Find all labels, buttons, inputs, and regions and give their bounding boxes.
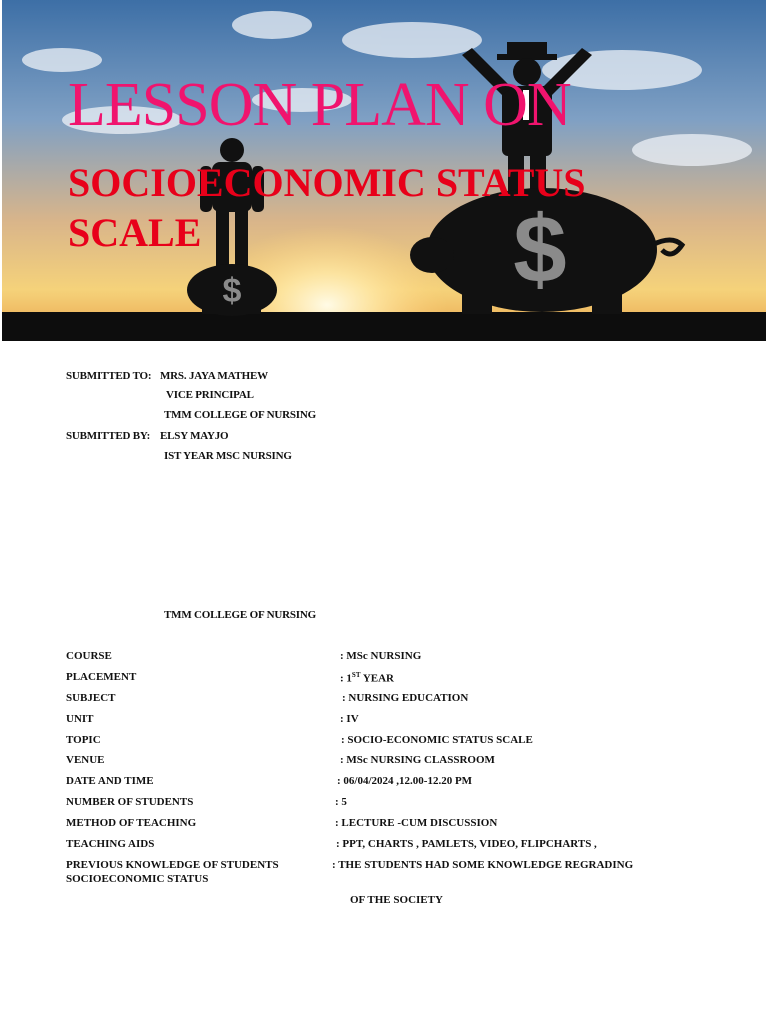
detail-value: : IV xyxy=(340,713,359,725)
title-line-2: SOCIOECONOMIC STATUS SCALE xyxy=(68,160,586,255)
detail-value: : THE STUDENTS HAD SOME KNOWLEDGE REGRADING xyxy=(332,859,634,871)
detail-label: PREVIOUS KNOWLEDGE OF STUDENTS xyxy=(66,859,279,871)
ground xyxy=(2,312,766,341)
placement-year: YEAR xyxy=(360,672,394,685)
placement-number: : 1 xyxy=(340,672,352,685)
submitted-by-course: IST YEAR MSC NURSING xyxy=(164,450,292,462)
submitted-to-college: TMM COLLEGE OF NURSING xyxy=(164,409,316,421)
detail-label: NUMBER OF STUDENTS xyxy=(66,796,194,808)
detail-label-line2: SOCIOECONOMIC STATUS xyxy=(66,873,209,885)
small-piggy-bank xyxy=(187,264,277,316)
placement-ordinal: ST xyxy=(351,671,361,679)
college-heading: TMM COLLEGE OF NURSING xyxy=(164,609,316,621)
detail-value: : NURSING EDUCATION xyxy=(342,692,469,704)
detail-value: : MSc NURSING CLASSROOM xyxy=(340,754,495,766)
submitted-to-role: VICE PRINCIPAL xyxy=(166,389,254,401)
submitted-to-name: MRS. JAYA MATHEW xyxy=(160,370,268,382)
detail-value: : 5 xyxy=(335,796,347,808)
detail-value: : SOCIO-ECONOMIC STATUS SCALE xyxy=(341,734,533,746)
detail-label: TEACHING AIDS xyxy=(66,838,155,850)
svg-text:$: $ xyxy=(222,272,242,310)
detail-value xyxy=(340,671,394,685)
detail-label: PLACEMENT xyxy=(66,671,137,683)
detail-label: UNIT xyxy=(66,713,94,725)
title-banner xyxy=(2,0,766,341)
title-line-1: LESSON PLAN ON xyxy=(68,71,571,139)
detail-label: DATE AND TIME xyxy=(66,775,154,787)
detail-label: VENUE xyxy=(66,754,105,766)
submitted-by-label: SUBMITTED BY: xyxy=(66,430,151,442)
submitted-by-name: ELSY MAYJO xyxy=(160,430,229,442)
svg-text:$: $ xyxy=(513,196,567,303)
detail-value-line2: OF THE SOCIETY xyxy=(350,894,443,906)
detail-label: TOPIC xyxy=(66,734,101,746)
detail-value: : MSc NURSING xyxy=(340,650,422,662)
detail-label: COURSE xyxy=(66,650,112,662)
submitted-to-label: SUBMITTED TO: xyxy=(66,370,152,382)
detail-label: METHOD OF TEACHING xyxy=(66,817,197,829)
detail-value: : LECTURE -CUM DISCUSSION xyxy=(335,817,498,829)
detail-value: : PPT, CHARTS , PAMLETS, VIDEO, FLIPCHARTS , xyxy=(336,838,597,850)
detail-value: : 06/04/2024 ,12.00-12.20 PM xyxy=(337,775,473,787)
detail-label: SUBJECT xyxy=(66,692,116,704)
